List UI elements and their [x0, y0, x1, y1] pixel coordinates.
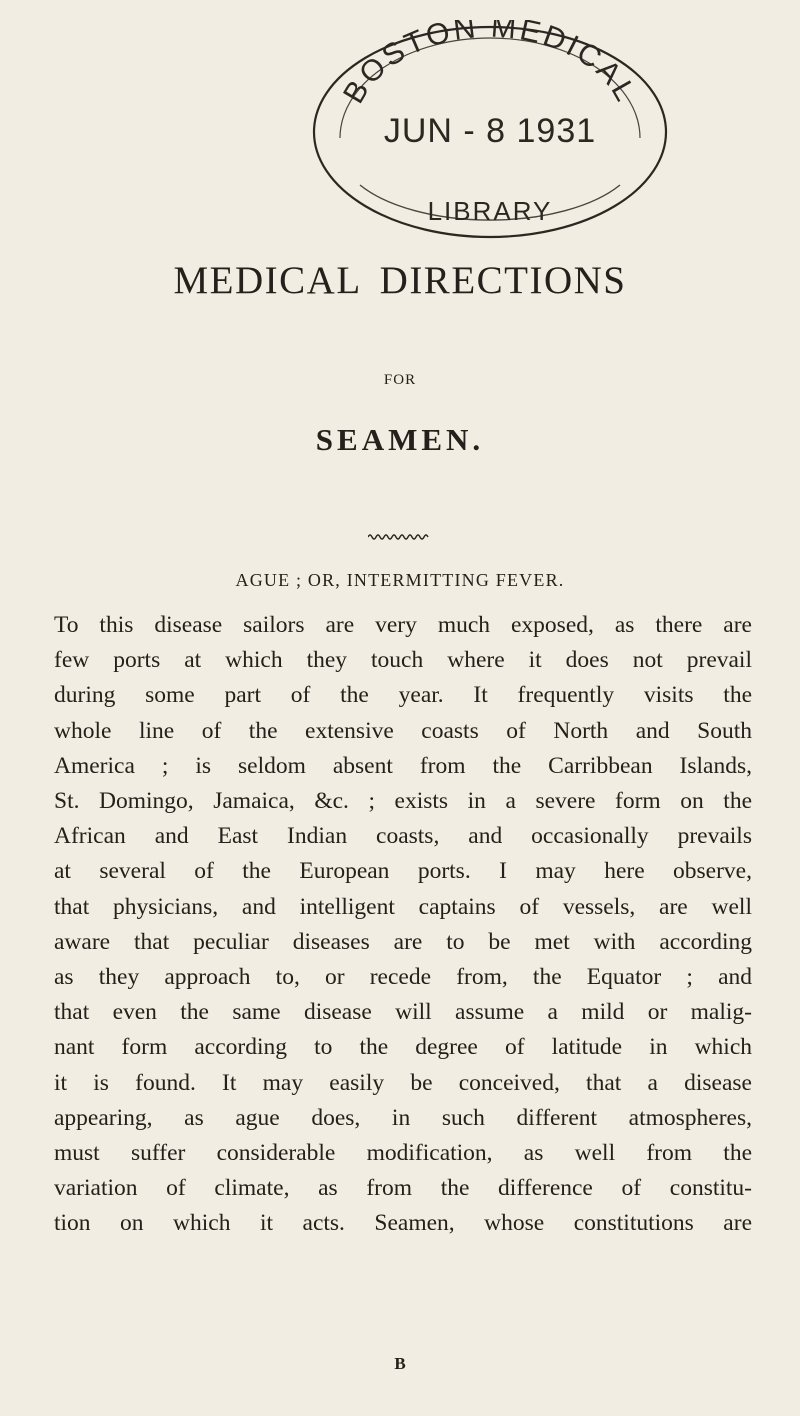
body-line: tion on which it acts. Seamen, whose constitutions are: [54, 1210, 752, 1237]
section-heading: AGUE ; OR, INTERMITTING FEVER.: [235, 570, 565, 590]
title-word-1: MEDICAL: [173, 259, 362, 302]
body-line: that even the same disease will assume a mild or malig-: [54, 999, 752, 1026]
body-line: it is found. It may easily be conceived, that a disease: [54, 1069, 752, 1096]
stamp-bottom-text: LIBRARY: [427, 196, 553, 226]
body-line: St. Domingo, Jamaica, &c. ; exists in a severe form on the: [54, 788, 752, 815]
decorative-wave-rule: [368, 532, 430, 542]
stamp-arc-text: BOSTON MEDICAL: [337, 20, 643, 110]
library-stamp-graphic: [300, 20, 680, 250]
library-stamp: [300, 20, 680, 250]
body-line: few ports at which they touch where it does not prevail: [54, 647, 752, 674]
body-line: African and East Indian coasts, and occasionally prevails: [54, 823, 752, 850]
body-line: To this disease sailors are very much exposed, as there are: [54, 612, 752, 638]
body-line: at several of the European ports. I may here observe,: [54, 858, 752, 885]
body-line: during some part of the year. It frequently visits the: [54, 682, 752, 709]
body-line: variation of climate, as from the difference of constitu-: [54, 1175, 752, 1202]
svg-text:BOSTON MEDICAL: [337, 20, 643, 109]
page-title: [0, 258, 800, 303]
body-line: appearing, as ague does, in such different atmospheres,: [54, 1104, 752, 1131]
title-word-2: DIRECTIONS: [379, 259, 627, 302]
stamp-date: JUN - 8 1931: [383, 112, 597, 150]
body-line: whole line of the extensive coasts of North and South: [54, 717, 752, 744]
body-paragraph: [54, 608, 752, 1242]
body-line: that physicians, and intelligent captains of vessels, are well: [54, 893, 752, 920]
body-line: as they approach to, or recede from, the Equator ; and: [54, 964, 752, 991]
body-line: America ; is seldom absent from the Carribbean Islands,: [54, 752, 752, 779]
body-line: aware that peculiar diseases are to be met with according: [54, 928, 752, 955]
for-label: FOR: [383, 372, 417, 388]
signature-mark: B: [394, 1354, 406, 1373]
subtitle-seamen: SEAMEN.: [315, 422, 485, 457]
body-line: nant form according to the degree of latitude in which: [54, 1034, 752, 1061]
body-line: must suffer considerable modification, as well from the: [54, 1140, 752, 1167]
